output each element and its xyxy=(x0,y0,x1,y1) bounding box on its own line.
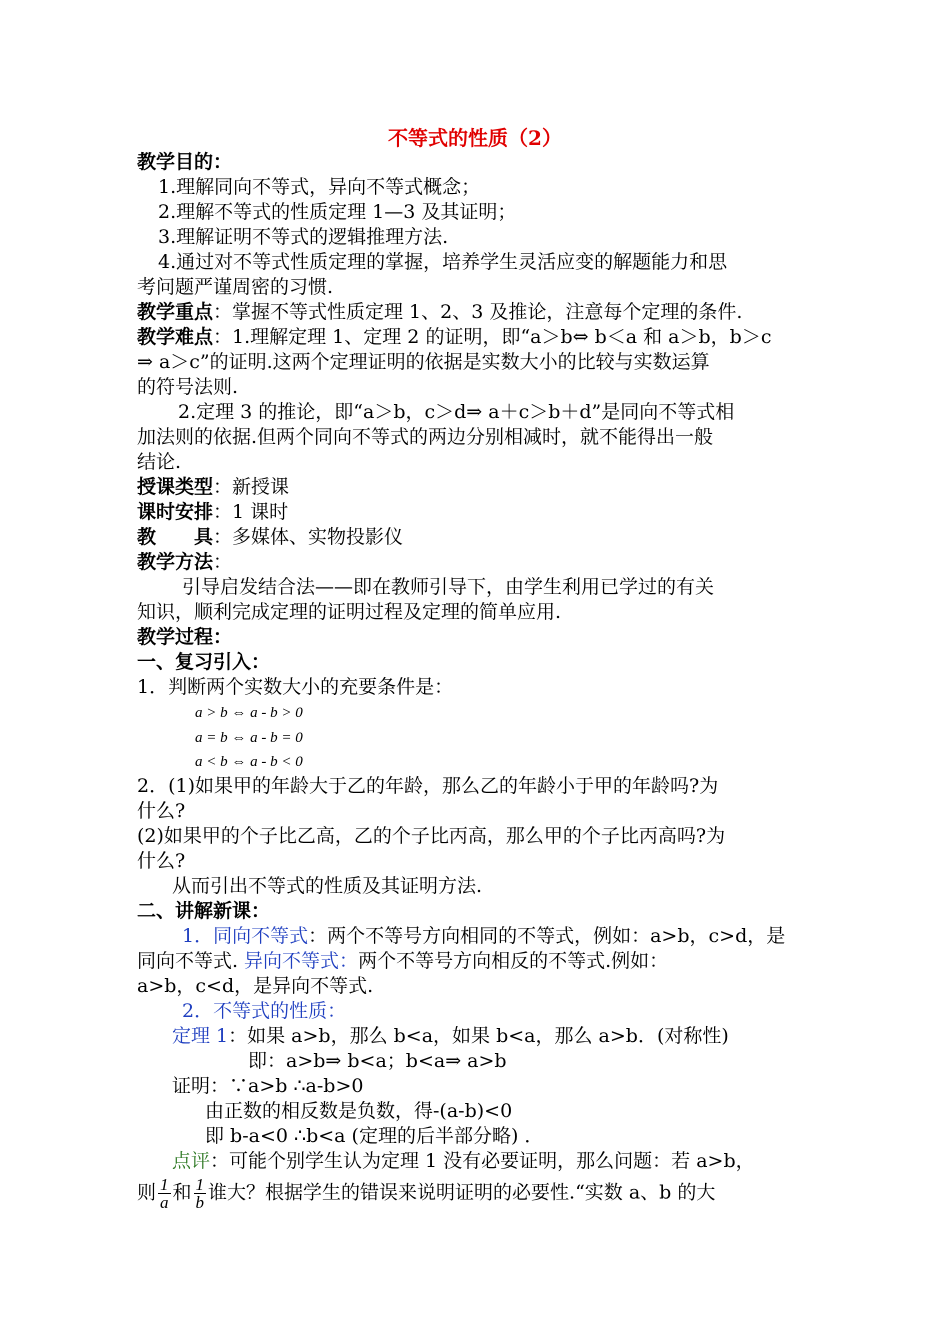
opposite-direction-example: a>b，c<d，是异向不等式. xyxy=(137,975,374,997)
properties-heading: 2．不等式的性质： xyxy=(182,1000,347,1022)
proof-line-3: 即 b-a<0 ∴b<a (定理的后半部分略) ． xyxy=(205,1125,544,1147)
difficulty-line-2: ⇒ a＞c”的证明.这两个定理证明的依据是实数大小的比较与实数运算 xyxy=(137,351,710,373)
difficulty-line-6: 结论. xyxy=(137,451,182,473)
opposite-direction-text: 两个不等号方向相反的不等式.例如： xyxy=(358,950,669,972)
lesson-type-label: 授课类型 xyxy=(137,476,214,498)
opposite-direction-label: 异向不等式： xyxy=(244,950,359,972)
goal-item-4-cont: 考问题严谨周密的习惯. xyxy=(137,276,334,298)
review-question-1: 1．判断两个实数大小的充要条件是： xyxy=(137,676,454,698)
formula-equal: a = b ⇔ a - b = 0 xyxy=(195,730,303,746)
review-question-2-line-3: (2)如果甲的个子比乙高，乙的个子比丙高，那么甲的个子比丙高吗?为 xyxy=(137,825,726,847)
tools-value: ：多媒体、实物投影仪 xyxy=(213,526,404,548)
fraction-one-over-a: $\frac{1}{a}$ xyxy=(160,1175,169,1212)
schedule-value: ：1 课时 xyxy=(213,501,289,523)
difficulty-line-5: 加法则的依据.但两个同向不等式的两边分别相减时，就不能得出一般 xyxy=(137,426,714,448)
difficulty-line-4: 2.定理 3 的推论，即“a＞b，c＞d⇒ a＋c＞b＋d”是同向不等式相 xyxy=(178,401,735,423)
key-point-text: ：掌握不等式性质定理 1、2、3 及推论，注意每个定理的条件. xyxy=(213,301,743,323)
formula-greater: a > b ⇔ a - b > 0 xyxy=(195,705,303,721)
goal-item-2: 2.理解不等式的性质定理 1—3 及其证明； xyxy=(158,201,517,223)
same-direction-end: 同向不等式. xyxy=(137,950,239,972)
same-direction-text: ：两个不等号方向相同的不等式，例如：a>b，c>d，是 xyxy=(308,925,786,947)
theorem-1-symbolic: 即：a>b⇒ b<a；b<a⇒ a>b xyxy=(248,1050,507,1072)
theorem-1-label: 定理 1 xyxy=(172,1025,229,1047)
method-colon: ： xyxy=(213,551,233,573)
review-conclusion: 从而引出不等式的性质及其证明方法. xyxy=(172,875,483,897)
difficulty-label: 教学难点 xyxy=(137,326,214,348)
section2-heading: 二、讲解新课： xyxy=(137,900,271,922)
difficulty-line-3: 的符号法则. xyxy=(137,376,239,398)
lesson-type-value: ：新授课 xyxy=(213,476,290,498)
theorem-1-text: ：如果 a>b，那么 b<a，如果 b<a，那么 a>b．(对称性) xyxy=(228,1025,729,1047)
goal-item-3: 3.理解证明不等式的逻辑推理方法. xyxy=(158,226,449,248)
difficulty-line-1 xyxy=(137,325,771,350)
tools xyxy=(137,525,403,550)
review-question-2-line-2: 什么? xyxy=(137,800,186,822)
proof-line-2: 由正数的相反数是负数，得-(a-b)<0 xyxy=(205,1100,513,1122)
comment-suffix: 谁大？根据学生的错误来说明证明的必要性.“实数 a、b 的大 xyxy=(208,1181,716,1204)
tools-label-2: 具 xyxy=(194,526,214,548)
method-line-1: 引导启发结合法——即在教师引导下，由学生利用已学过的有关 xyxy=(182,576,715,598)
goal-item-1: 1.理解同向不等式，异向不等式概念； xyxy=(158,176,481,198)
proof-line-1: 证明：∵a>b ∴a-b>0 xyxy=(172,1075,364,1097)
goals-heading: 教学目的： xyxy=(137,151,233,173)
lesson-type xyxy=(137,475,289,500)
same-direction-line xyxy=(182,924,785,949)
comment-prefix: 则 xyxy=(137,1181,157,1204)
comment-line-2 xyxy=(137,1176,715,1211)
key-point-label: 教学重点 xyxy=(137,301,214,323)
method-line-2: 知识，顺利完成定理的证明过程及定理的简单应用. xyxy=(137,601,562,623)
theorem-1-line xyxy=(172,1024,729,1049)
review-question-2-line-4: 什么? xyxy=(137,850,186,872)
method-heading: 教学方法 xyxy=(137,551,214,573)
comment-text: ：可能个别学生认为定理 1 没有必要证明，那么问题：若 a>b， xyxy=(210,1150,755,1172)
schedule-label: 课时安排 xyxy=(137,501,214,523)
fraction-one-over-b: $\frac{1}{b}$ xyxy=(195,1175,205,1212)
schedule xyxy=(137,500,288,525)
review-question-2-line-1: 2．(1)如果甲的年龄大于乙的年龄，那么乙的年龄小于甲的年龄吗?为 xyxy=(137,775,719,797)
section1-heading: 一、复习引入： xyxy=(137,651,271,673)
tools-label-1: 教 xyxy=(137,526,157,548)
key-point xyxy=(137,300,742,325)
opposite-direction-line xyxy=(137,949,668,974)
goal-item-4: 4.通过对不等式性质定理的掌握，培养学生灵活应变的解题能力和思 xyxy=(158,251,728,273)
difficulty-text-1: ：1.理解定理 1、定理 2 的证明，即“a＞b⇔ b＜a 和 a＞b，b＞c xyxy=(213,326,772,348)
page-title: 不等式的性质（2） xyxy=(388,126,562,150)
comment-line xyxy=(172,1149,755,1174)
method-heading-line xyxy=(137,550,232,575)
comment-label: 点评 xyxy=(172,1150,211,1172)
comment-mid: 和 xyxy=(172,1181,192,1204)
formula-less: a < b ⇔ a - b < 0 xyxy=(195,754,303,770)
process-heading: 教学过程： xyxy=(137,626,233,648)
same-direction-label: 1．同向不等式 xyxy=(182,925,309,947)
